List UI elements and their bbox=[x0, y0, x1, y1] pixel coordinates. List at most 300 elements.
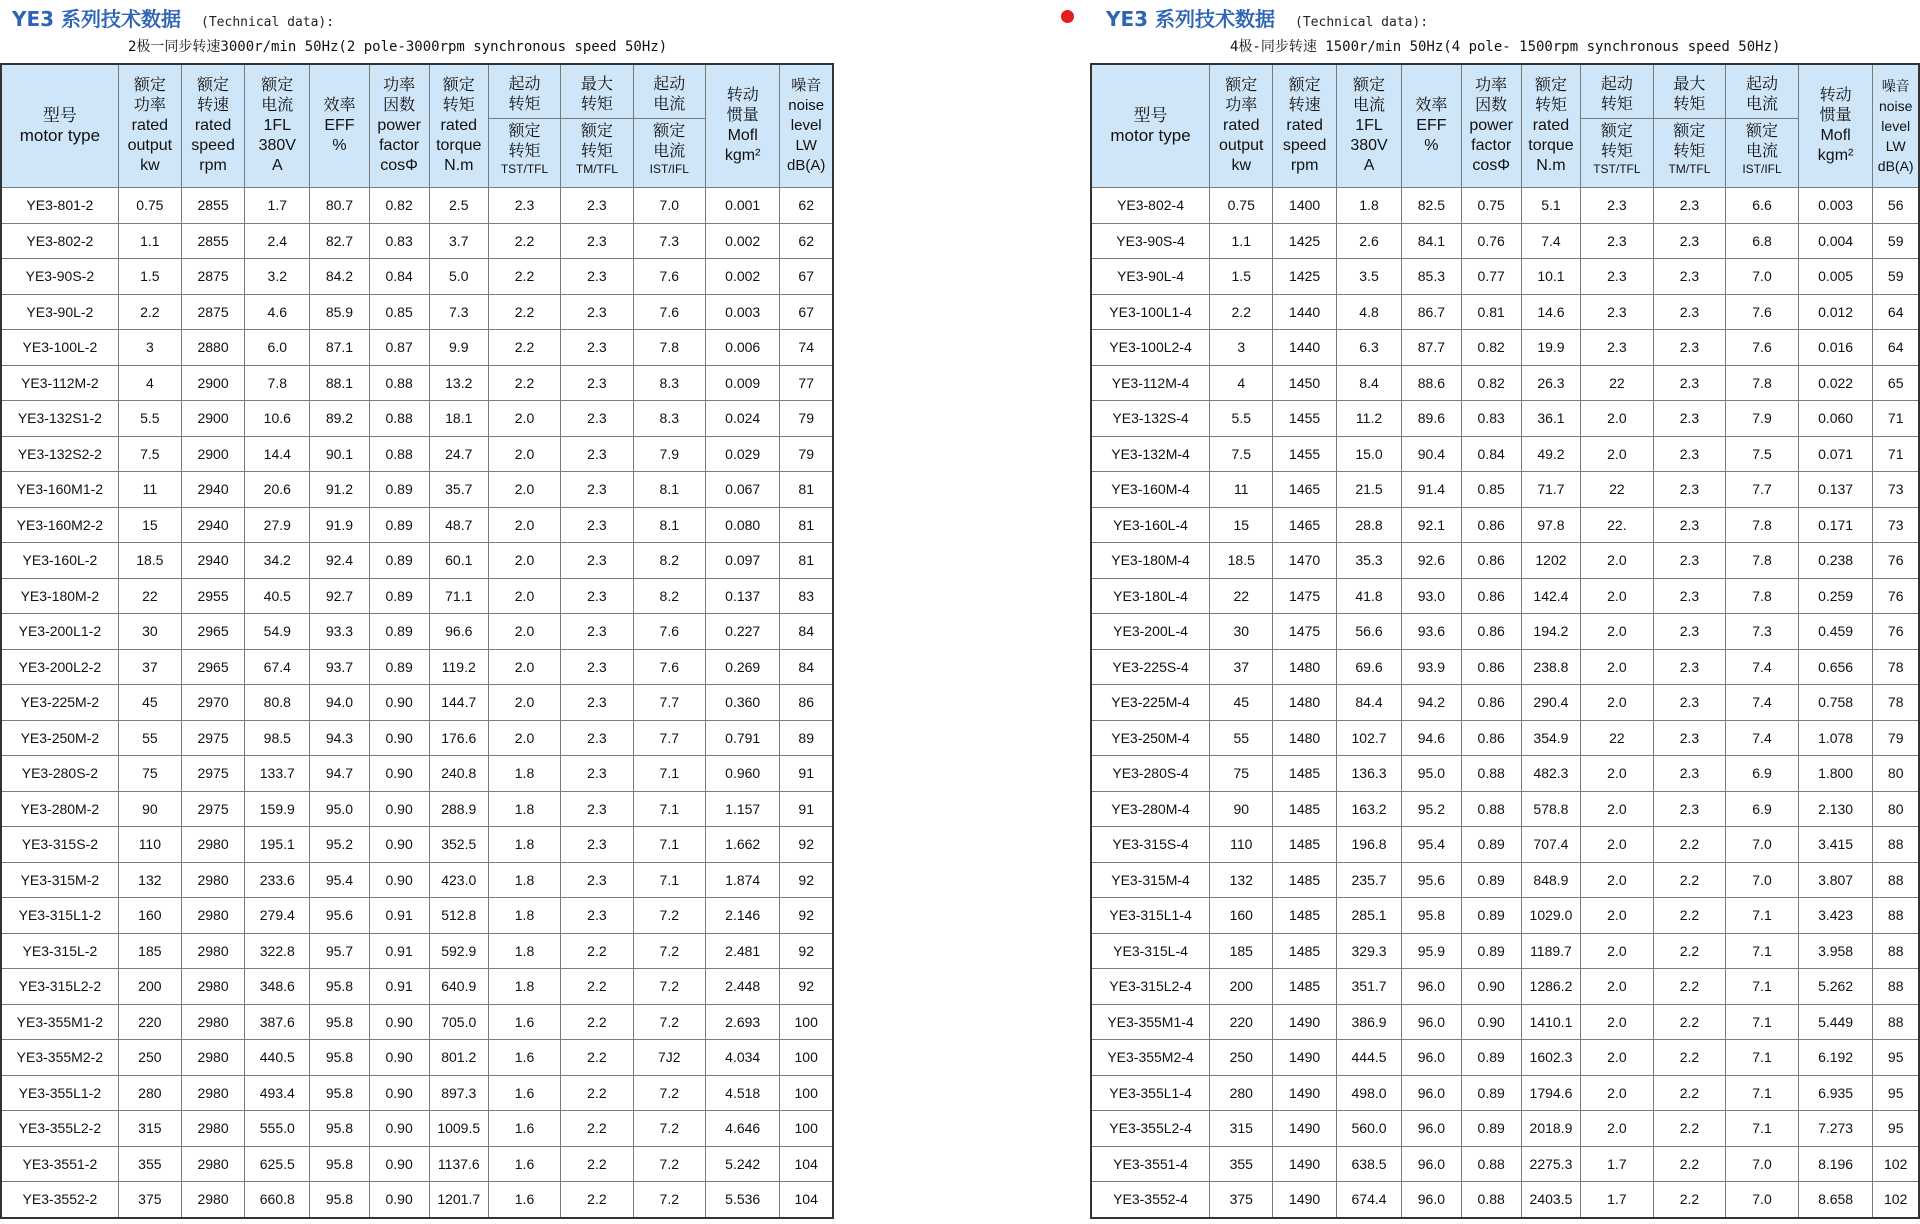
table-cell: 45 bbox=[118, 685, 181, 721]
table-cell: 2.3 bbox=[1653, 791, 1726, 827]
table-cell: 89 bbox=[780, 720, 833, 756]
table-cell: 2.2 bbox=[1653, 898, 1726, 934]
right-subtitle: 4极-同步转速 1500r/min 50Hz(4 pole- 1500rpm synchronous speed 50Hz) bbox=[1230, 39, 1781, 55]
table-cell: 100 bbox=[780, 1111, 833, 1147]
table-cell: 80.8 bbox=[245, 685, 310, 721]
table-row bbox=[1, 756, 833, 792]
cell-model: YE3-200L2-2 bbox=[1, 649, 118, 685]
table-cell: 0.012 bbox=[1798, 294, 1873, 330]
table-cell: 2875 bbox=[181, 259, 244, 295]
table-cell: 48.7 bbox=[429, 507, 488, 543]
table-cell: 1.8 bbox=[488, 969, 560, 1005]
table-cell: 7J2 bbox=[633, 1040, 705, 1076]
cell-model: YE3-280M-2 bbox=[1, 791, 118, 827]
table-cell: 1.8 bbox=[488, 933, 560, 969]
table-cell: 1470 bbox=[1273, 543, 1336, 579]
table-cell: 91.2 bbox=[310, 472, 369, 508]
table-cell: 2.3 bbox=[561, 188, 633, 224]
table-cell: 2.3 bbox=[561, 649, 633, 685]
table-cell: 0.89 bbox=[1461, 827, 1521, 863]
table-cell: 493.4 bbox=[245, 1075, 310, 1111]
table-cell: 67.4 bbox=[245, 649, 310, 685]
table-cell: 22 bbox=[1581, 472, 1654, 508]
table-cell: 89.2 bbox=[310, 401, 369, 437]
table-cell: 0.83 bbox=[1461, 401, 1521, 437]
table-cell: 185 bbox=[1210, 933, 1273, 969]
table-cell: 159.9 bbox=[245, 791, 310, 827]
table-cell: 95.8 bbox=[310, 1004, 369, 1040]
table-cell: 96.6 bbox=[429, 614, 488, 650]
table-cell: 2.0 bbox=[488, 472, 560, 508]
table-cell: 64 bbox=[1873, 330, 1919, 366]
table-cell: 21.5 bbox=[1336, 472, 1401, 508]
cell-model: YE3-3551-2 bbox=[1, 1146, 118, 1182]
cell-model: YE3-355L2-4 bbox=[1091, 1111, 1210, 1147]
table-cell: 1189.7 bbox=[1521, 933, 1580, 969]
table-cell: 0.89 bbox=[1461, 1075, 1521, 1111]
table-cell: 2.2 bbox=[1653, 1146, 1726, 1182]
table-cell: 0.067 bbox=[705, 472, 779, 508]
cell-model: YE3-355L1-2 bbox=[1, 1075, 118, 1111]
table-cell: 89.6 bbox=[1402, 401, 1461, 437]
table-cell: 2965 bbox=[181, 649, 244, 685]
table-row bbox=[1, 1146, 833, 1182]
table-cell: 2.3 bbox=[561, 685, 633, 721]
table-cell: 897.3 bbox=[429, 1075, 488, 1111]
table-cell: 1490 bbox=[1273, 1004, 1336, 1040]
table-cell: 2.0 bbox=[1581, 756, 1654, 792]
table-cell: 0.89 bbox=[369, 472, 429, 508]
table-cell: 0.960 bbox=[705, 756, 779, 792]
table-cell: 96.0 bbox=[1402, 1040, 1461, 1076]
table-cell: 2.3 bbox=[561, 827, 633, 863]
table-row bbox=[1091, 543, 1919, 579]
table-cell: 59 bbox=[1873, 223, 1919, 259]
table-cell: 7.0 bbox=[1726, 862, 1799, 898]
table-cell: 7.0 bbox=[633, 188, 705, 224]
table-cell: 80 bbox=[1873, 791, 1919, 827]
table-cell: 355 bbox=[118, 1146, 181, 1182]
cell-model: YE3-200L1-2 bbox=[1, 614, 118, 650]
table-cell: 1.6 bbox=[488, 1146, 560, 1182]
table-cell: 2.3 bbox=[1653, 578, 1726, 614]
table-cell: 95.9 bbox=[1402, 933, 1461, 969]
left-table-body bbox=[1, 188, 833, 1218]
table-cell: 95.8 bbox=[310, 1182, 369, 1218]
header-current: 额定 电流 1FL 380V A bbox=[245, 64, 310, 188]
table-cell: 95.8 bbox=[310, 1075, 369, 1111]
table-cell: 3.2 bbox=[245, 259, 310, 295]
table-cell: 2.0 bbox=[1581, 436, 1654, 472]
table-cell: 69.6 bbox=[1336, 649, 1401, 685]
table-cell: 7.1 bbox=[633, 827, 705, 863]
table-cell: 0.88 bbox=[1461, 1146, 1521, 1182]
table-cell: 84.2 bbox=[310, 259, 369, 295]
table-cell: 7.6 bbox=[633, 649, 705, 685]
table-cell: 133.7 bbox=[245, 756, 310, 792]
table-cell: 2980 bbox=[181, 1146, 244, 1182]
table-cell: 8.658 bbox=[1798, 1182, 1873, 1218]
table-cell: 2.2 bbox=[561, 1146, 633, 1182]
table-cell: 95.7 bbox=[310, 933, 369, 969]
table-cell: 7.2 bbox=[633, 1146, 705, 1182]
table-row bbox=[1091, 969, 1919, 1005]
table-cell: 36.1 bbox=[1521, 401, 1580, 437]
table-cell: 1425 bbox=[1273, 223, 1336, 259]
table-cell: 2.0 bbox=[488, 649, 560, 685]
table-cell: 3 bbox=[118, 330, 181, 366]
table-cell: 1286.2 bbox=[1521, 969, 1580, 1005]
table-cell: 2.2 bbox=[1653, 1182, 1726, 1218]
table-row bbox=[1091, 933, 1919, 969]
table-cell: 7.2 bbox=[633, 933, 705, 969]
table-cell: 81 bbox=[780, 472, 833, 508]
table-cell: 2940 bbox=[181, 543, 244, 579]
table-cell: 0.90 bbox=[369, 1146, 429, 1182]
table-cell: 2.0 bbox=[1581, 969, 1654, 1005]
right-title: YE3 系列技术数据 bbox=[1106, 7, 1276, 31]
table-cell: 7.1 bbox=[1726, 1111, 1799, 1147]
table-cell: 80 bbox=[1873, 756, 1919, 792]
table-cell: 2980 bbox=[181, 1040, 244, 1076]
table-cell: 0.001 bbox=[705, 188, 779, 224]
cell-model: YE3-132S2-2 bbox=[1, 436, 118, 472]
table-cell: 22 bbox=[1581, 720, 1654, 756]
table-cell: 28.8 bbox=[1336, 507, 1401, 543]
table-cell: 2.3 bbox=[561, 507, 633, 543]
table-row bbox=[1091, 1111, 1919, 1147]
table-cell: 7.2 bbox=[633, 969, 705, 1005]
table-cell: 8.1 bbox=[633, 472, 705, 508]
table-cell: 7.5 bbox=[1726, 436, 1799, 472]
table-cell: 95.0 bbox=[1402, 756, 1461, 792]
table-cell: 0.89 bbox=[369, 614, 429, 650]
table-cell: 7.3 bbox=[1726, 614, 1799, 650]
table-row bbox=[1, 720, 833, 756]
table-cell: 1490 bbox=[1273, 1111, 1336, 1147]
table-cell: 2.2 bbox=[561, 1182, 633, 1218]
table-cell: 30 bbox=[1210, 614, 1273, 650]
table-cell: 0.90 bbox=[369, 827, 429, 863]
table-cell: 7.7 bbox=[633, 685, 705, 721]
table-row bbox=[1091, 1146, 1919, 1182]
table-row bbox=[1, 898, 833, 934]
table-cell: 2.3 bbox=[561, 791, 633, 827]
right-spec-table bbox=[1090, 63, 1920, 1219]
cell-model: YE3-90S-4 bbox=[1091, 223, 1210, 259]
table-cell: 7.0 bbox=[1726, 1146, 1799, 1182]
table-cell: 0.656 bbox=[1798, 649, 1873, 685]
table-cell: 0.91 bbox=[369, 933, 429, 969]
cell-model: YE3-315S-2 bbox=[1, 827, 118, 863]
header-start-current: 起动 电流 额定 电流 IST/IFL bbox=[633, 64, 705, 188]
table-cell: 64 bbox=[1873, 294, 1919, 330]
cell-model: YE3-160M1-2 bbox=[1, 472, 118, 508]
table-row bbox=[1091, 223, 1919, 259]
table-cell: 6.9 bbox=[1726, 756, 1799, 792]
table-cell: 0.77 bbox=[1461, 259, 1521, 295]
table-cell: 2.2 bbox=[561, 1075, 633, 1111]
table-cell: 290.4 bbox=[1521, 685, 1580, 721]
table-cell: 22 bbox=[1581, 365, 1654, 401]
table-cell: 100 bbox=[780, 1004, 833, 1040]
table-cell: 2.0 bbox=[1581, 1111, 1654, 1147]
table-row bbox=[1, 543, 833, 579]
table-cell: 86 bbox=[780, 685, 833, 721]
table-cell: 8.3 bbox=[633, 365, 705, 401]
table-cell: 1400 bbox=[1273, 188, 1336, 224]
cell-model: YE3-132S1-2 bbox=[1, 401, 118, 437]
table-cell: 45 bbox=[1210, 685, 1273, 721]
table-cell: 348.6 bbox=[245, 969, 310, 1005]
table-cell: 79 bbox=[780, 401, 833, 437]
table-cell: 1485 bbox=[1273, 898, 1336, 934]
right-header-row bbox=[1091, 64, 1919, 188]
table-cell: 37 bbox=[1210, 649, 1273, 685]
table-cell: 76 bbox=[1873, 543, 1919, 579]
table-cell: 1.874 bbox=[705, 862, 779, 898]
table-cell: 2.2 bbox=[118, 294, 181, 330]
table-cell: 119.2 bbox=[429, 649, 488, 685]
table-cell: 95.8 bbox=[310, 1040, 369, 1076]
table-cell: 1029.0 bbox=[1521, 898, 1580, 934]
table-cell: 7.6 bbox=[633, 614, 705, 650]
header-start-torque: 起动 转矩 额定 转矩 TST/TFL bbox=[1581, 64, 1654, 188]
table-cell: 2.0 bbox=[1581, 543, 1654, 579]
table-cell: 2.3 bbox=[561, 720, 633, 756]
table-cell: 10.1 bbox=[1521, 259, 1580, 295]
table-cell: 1485 bbox=[1273, 756, 1336, 792]
table-cell: 0.84 bbox=[369, 259, 429, 295]
cell-model: YE3-3552-2 bbox=[1, 1182, 118, 1218]
table-cell: 387.6 bbox=[245, 1004, 310, 1040]
header-power-factor: 功率 因数 power factor cosΦ bbox=[369, 64, 429, 188]
table-cell: 2.0 bbox=[488, 720, 560, 756]
table-cell: 200 bbox=[1210, 969, 1273, 1005]
table-cell: 88.1 bbox=[310, 365, 369, 401]
table-cell: 440.5 bbox=[245, 1040, 310, 1076]
table-cell: 7.4 bbox=[1521, 223, 1580, 259]
table-cell: 11 bbox=[1210, 472, 1273, 508]
table-cell: 0.259 bbox=[1798, 578, 1873, 614]
table-cell: 7.0 bbox=[1726, 1182, 1799, 1218]
table-cell: 250 bbox=[118, 1040, 181, 1076]
table-cell: 2.3 bbox=[561, 259, 633, 295]
table-cell: 1480 bbox=[1273, 649, 1336, 685]
table-cell: 90.4 bbox=[1402, 436, 1461, 472]
table-cell: 8.1 bbox=[633, 507, 705, 543]
cell-model: YE3-315L-4 bbox=[1091, 933, 1210, 969]
table-row bbox=[1, 401, 833, 437]
table-cell: 83 bbox=[780, 578, 833, 614]
table-cell: 0.89 bbox=[1461, 862, 1521, 898]
table-cell: 2018.9 bbox=[1521, 1111, 1580, 1147]
table-cell: 4.518 bbox=[705, 1075, 779, 1111]
table-cell: 279.4 bbox=[245, 898, 310, 934]
table-cell: 220 bbox=[118, 1004, 181, 1040]
table-cell: 7.1 bbox=[1726, 898, 1799, 934]
table-cell: 0.90 bbox=[1461, 969, 1521, 1005]
table-row bbox=[1091, 294, 1919, 330]
table-cell: 1.1 bbox=[1210, 223, 1273, 259]
table-cell: 144.7 bbox=[429, 685, 488, 721]
table-cell: 14.6 bbox=[1521, 294, 1580, 330]
table-cell: 2.3 bbox=[1653, 365, 1726, 401]
table-row bbox=[1091, 188, 1919, 224]
cell-model: YE3-355L2-2 bbox=[1, 1111, 118, 1147]
table-cell: 0.024 bbox=[705, 401, 779, 437]
table-cell: 0.86 bbox=[1461, 614, 1521, 650]
table-cell: 78 bbox=[1873, 649, 1919, 685]
table-cell: 0.097 bbox=[705, 543, 779, 579]
table-cell: 0.86 bbox=[1461, 578, 1521, 614]
table-cell: 67 bbox=[780, 294, 833, 330]
table-cell: 2.3 bbox=[1581, 330, 1654, 366]
table-cell: 2.2 bbox=[1653, 1111, 1726, 1147]
table-cell: 6.3 bbox=[1336, 330, 1401, 366]
table-cell: 0.002 bbox=[705, 259, 779, 295]
table-cell: 92.4 bbox=[310, 543, 369, 579]
table-cell: 0.88 bbox=[1461, 791, 1521, 827]
cell-model: YE3-801-2 bbox=[1, 188, 118, 224]
table-cell: 93.3 bbox=[310, 614, 369, 650]
cell-model: YE3-280M-4 bbox=[1091, 791, 1210, 827]
table-cell: 96.0 bbox=[1402, 1004, 1461, 1040]
header-speed: 额定 转速 rated speed rpm bbox=[1273, 64, 1336, 188]
table-cell: 0.171 bbox=[1798, 507, 1873, 543]
table-cell: 1465 bbox=[1273, 472, 1336, 508]
table-cell: 352.5 bbox=[429, 827, 488, 863]
table-cell: 96.0 bbox=[1402, 1146, 1461, 1182]
table-cell: 94.3 bbox=[310, 720, 369, 756]
table-cell: 0.89 bbox=[369, 543, 429, 579]
table-cell: 2.3 bbox=[1581, 259, 1654, 295]
table-cell: 2.0 bbox=[1581, 1004, 1654, 1040]
table-cell: 1485 bbox=[1273, 969, 1336, 1005]
table-cell: 15 bbox=[1210, 507, 1273, 543]
table-cell: 2.2 bbox=[1653, 862, 1726, 898]
table-cell: 7.4 bbox=[1726, 649, 1799, 685]
table-row bbox=[1091, 791, 1919, 827]
table-cell: 9.9 bbox=[429, 330, 488, 366]
table-cell: 2980 bbox=[181, 1075, 244, 1111]
table-cell: 7.4 bbox=[1726, 720, 1799, 756]
table-cell: 7.1 bbox=[1726, 969, 1799, 1005]
table-cell: 0.006 bbox=[705, 330, 779, 366]
table-cell: 315 bbox=[1210, 1111, 1273, 1147]
table-cell: 76 bbox=[1873, 614, 1919, 650]
table-cell: 35.3 bbox=[1336, 543, 1401, 579]
table-cell: 7.6 bbox=[1726, 330, 1799, 366]
cell-model: YE3-280S-2 bbox=[1, 756, 118, 792]
table-row bbox=[1, 933, 833, 969]
table-cell: 2.3 bbox=[1653, 188, 1726, 224]
table-cell: 196.8 bbox=[1336, 827, 1401, 863]
table-cell: 1.7 bbox=[1581, 1182, 1654, 1218]
table-cell: 91.9 bbox=[310, 507, 369, 543]
table-cell: 0.022 bbox=[1798, 365, 1873, 401]
table-cell: 1.8 bbox=[488, 862, 560, 898]
table-cell: 15.0 bbox=[1336, 436, 1401, 472]
cell-model: YE3-180M-2 bbox=[1, 578, 118, 614]
table-cell: 35.7 bbox=[429, 472, 488, 508]
table-cell: 1009.5 bbox=[429, 1111, 488, 1147]
header-inertia: 转动 惯量 Mofl kgm² bbox=[1798, 64, 1873, 188]
cell-model: YE3-250M-2 bbox=[1, 720, 118, 756]
table-cell: 132 bbox=[1210, 862, 1273, 898]
table-cell: 2.3 bbox=[1653, 330, 1726, 366]
table-row bbox=[1, 862, 833, 898]
table-row bbox=[1, 578, 833, 614]
right-title-row bbox=[1106, 3, 1428, 31]
table-row bbox=[1091, 720, 1919, 756]
table-cell: 2.2 bbox=[561, 933, 633, 969]
table-cell: 95.8 bbox=[1402, 898, 1461, 934]
table-cell: 49.2 bbox=[1521, 436, 1580, 472]
cell-model: YE3-355M2-4 bbox=[1091, 1040, 1210, 1076]
table-cell: 136.3 bbox=[1336, 756, 1401, 792]
table-cell: 0.90 bbox=[369, 1111, 429, 1147]
table-cell: 30 bbox=[118, 614, 181, 650]
table-cell: 7.2 bbox=[633, 1182, 705, 1218]
table-cell: 0.071 bbox=[1798, 436, 1873, 472]
table-cell: 2.3 bbox=[561, 401, 633, 437]
table-cell: 62 bbox=[780, 223, 833, 259]
table-cell: 2.3 bbox=[561, 472, 633, 508]
table-cell: 0.88 bbox=[369, 365, 429, 401]
table-cell: 8.4 bbox=[1336, 365, 1401, 401]
table-cell: 7.7 bbox=[1726, 472, 1799, 508]
table-cell: 288.9 bbox=[429, 791, 488, 827]
table-cell: 2.2 bbox=[488, 294, 560, 330]
table-cell: 37 bbox=[118, 649, 181, 685]
table-cell: 7.2 bbox=[633, 1111, 705, 1147]
left-header-row bbox=[1, 64, 833, 188]
table-row bbox=[1, 827, 833, 863]
table-cell: 1455 bbox=[1273, 401, 1336, 437]
table-cell: 280 bbox=[118, 1075, 181, 1111]
table-cell: 0.137 bbox=[705, 578, 779, 614]
header-noise: 噪音 noise level LW dB(A) bbox=[780, 64, 833, 188]
cell-model: YE3-315L2-4 bbox=[1091, 969, 1210, 1005]
table-cell: 375 bbox=[118, 1182, 181, 1218]
table-cell: 2.3 bbox=[561, 898, 633, 934]
table-cell: 2.3 bbox=[561, 578, 633, 614]
cell-model: YE3-112M-4 bbox=[1091, 365, 1210, 401]
cell-model: YE3-802-4 bbox=[1091, 188, 1210, 224]
table-cell: 2.0 bbox=[1581, 649, 1654, 685]
table-cell: 7.2 bbox=[633, 1075, 705, 1111]
table-cell: 0.005 bbox=[1798, 259, 1873, 295]
table-cell: 0.003 bbox=[1798, 188, 1873, 224]
table-cell: 375 bbox=[1210, 1182, 1273, 1218]
table-cell: 88 bbox=[1873, 827, 1919, 863]
table-cell: 2.0 bbox=[488, 401, 560, 437]
table-cell: 2.2 bbox=[1653, 1004, 1726, 1040]
table-row bbox=[1, 1111, 833, 1147]
table-cell: 0.75 bbox=[118, 188, 181, 224]
header-eff: 效率 EFF % bbox=[310, 64, 369, 188]
table-cell: 7.6 bbox=[633, 259, 705, 295]
table-cell: 0.86 bbox=[1461, 543, 1521, 579]
cell-model: YE3-802-2 bbox=[1, 223, 118, 259]
table-row bbox=[1, 1075, 833, 1111]
table-cell: 1410.1 bbox=[1521, 1004, 1580, 1040]
table-cell: 3 bbox=[1210, 330, 1273, 366]
table-cell: 62 bbox=[780, 188, 833, 224]
table-cell: 3.807 bbox=[1798, 862, 1873, 898]
table-cell: 0.90 bbox=[369, 685, 429, 721]
